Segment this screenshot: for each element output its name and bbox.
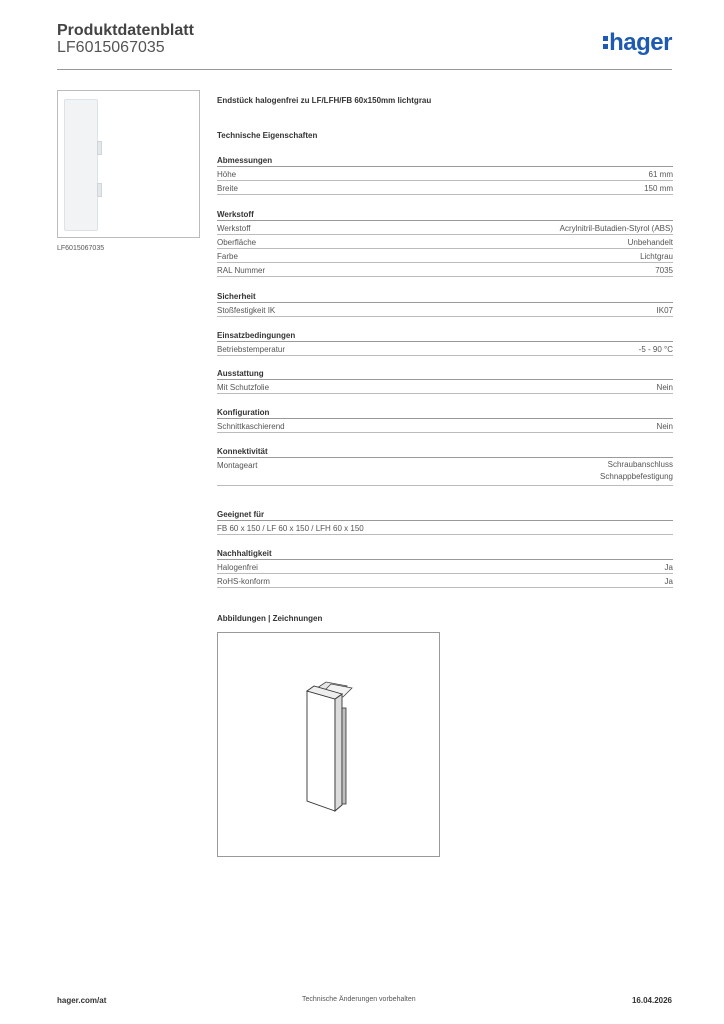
section-abmessungen xyxy=(217,155,673,195)
row-value-line: Schraubanschluss xyxy=(607,460,673,469)
table-row xyxy=(217,181,673,195)
row-label: Betriebstemperatur xyxy=(217,345,286,354)
clip-tab-icon xyxy=(97,141,102,155)
footer-date: 16.04.2026 xyxy=(631,996,672,1005)
row-label: Werkstoff xyxy=(217,224,251,233)
thumbnail-caption: LF6015067035 xyxy=(57,245,105,252)
table-row xyxy=(217,380,673,394)
row-label: Schnittkaschierend xyxy=(217,422,285,431)
footer-disclaimer: Technische Änderungen vorbehalten xyxy=(302,996,416,1003)
section-title: Einsatzbedingungen xyxy=(217,330,673,342)
table-row xyxy=(217,560,673,574)
row-label: Breite xyxy=(217,184,238,193)
row-value-line: Schnappbefestigung xyxy=(600,472,673,481)
drawings-title: Abbildungen | Zeichnungen xyxy=(217,614,323,623)
table-row xyxy=(217,458,673,486)
end-cap-image xyxy=(64,99,98,231)
section-ausstattung xyxy=(217,368,673,394)
product-code: LF6015067035 xyxy=(57,39,165,56)
table-row xyxy=(217,235,673,249)
row-value: Nein xyxy=(656,383,673,392)
row-label: Montageart xyxy=(217,461,258,470)
document-title: Produktdatenblatt xyxy=(57,22,194,39)
row-value: Unbehandelt xyxy=(627,238,673,247)
row-label: Halogenfrei xyxy=(217,563,258,572)
product-drawing xyxy=(217,632,440,857)
section-title: Konfiguration xyxy=(217,407,673,419)
row-value: Lichtgrau xyxy=(640,252,673,261)
row-value: Ja xyxy=(664,577,673,586)
footer-website: hager.com/at xyxy=(57,996,107,1005)
row-label: FB 60 x 150 / LF 60 x 150 / LFH 60 x 150 xyxy=(217,524,364,533)
row-value: Ja xyxy=(664,563,673,572)
product-thumbnail xyxy=(57,90,200,238)
row-label: Oberfläche xyxy=(217,238,257,247)
row-label: Farbe xyxy=(217,252,238,261)
section-sicherheit xyxy=(217,291,673,317)
end-cap-drawing-icon xyxy=(218,633,439,856)
row-label: RoHS-konform xyxy=(217,577,270,586)
row-label: Höhe xyxy=(217,170,237,179)
table-row xyxy=(217,521,673,535)
logo-text: hager xyxy=(609,29,672,56)
section-einsatzbedingungen xyxy=(217,330,673,356)
table-row xyxy=(217,221,673,235)
row-value: IK07 xyxy=(656,306,673,315)
section-werkstoff xyxy=(217,209,673,277)
clip-tab-icon xyxy=(97,183,102,197)
section-title: Abmessungen xyxy=(217,155,673,167)
table-row xyxy=(217,303,673,317)
section-title: Konnektivität xyxy=(217,446,673,458)
header-divider xyxy=(57,69,672,70)
table-row xyxy=(217,419,673,433)
tech-properties-title: Technische Eigenschaften xyxy=(217,131,318,140)
table-row xyxy=(217,249,673,263)
table-row xyxy=(217,167,673,181)
row-value: 150 mm xyxy=(644,184,673,193)
section-title: Werkstoff xyxy=(217,209,673,221)
section-title: Nachhaltigkeit xyxy=(217,548,673,560)
row-label: Mit Schutzfolie xyxy=(217,383,270,392)
section-title: Geeignet für xyxy=(217,509,673,521)
table-row xyxy=(217,263,673,277)
row-value: Nein xyxy=(656,422,673,431)
hager-logo xyxy=(603,29,672,57)
section-nachhaltigkeit xyxy=(217,548,673,588)
row-value: -5 - 90 °C xyxy=(638,345,673,354)
section-konfiguration xyxy=(217,407,673,433)
row-value: 7035 xyxy=(655,266,673,275)
section-geeignet-fuer xyxy=(217,509,673,535)
row-value: Acrylnitril-Butadien-Styrol (ABS) xyxy=(559,224,673,233)
page-header xyxy=(57,22,672,68)
row-label: Stoßfestigkeit IK xyxy=(217,306,276,315)
row-label: RAL Nummer xyxy=(217,266,266,275)
row-value: 61 mm xyxy=(648,170,673,179)
table-row xyxy=(217,574,673,588)
product-name: Endstück halogenfrei zu LF/LFH/FB 60x150mm lichtgrau xyxy=(217,96,432,105)
row-value xyxy=(600,459,673,483)
page-footer xyxy=(57,996,672,1010)
section-title: Sicherheit xyxy=(217,291,673,303)
section-title: Ausstattung xyxy=(217,368,673,380)
table-row xyxy=(217,342,673,356)
section-konnektivitaet xyxy=(217,446,673,486)
